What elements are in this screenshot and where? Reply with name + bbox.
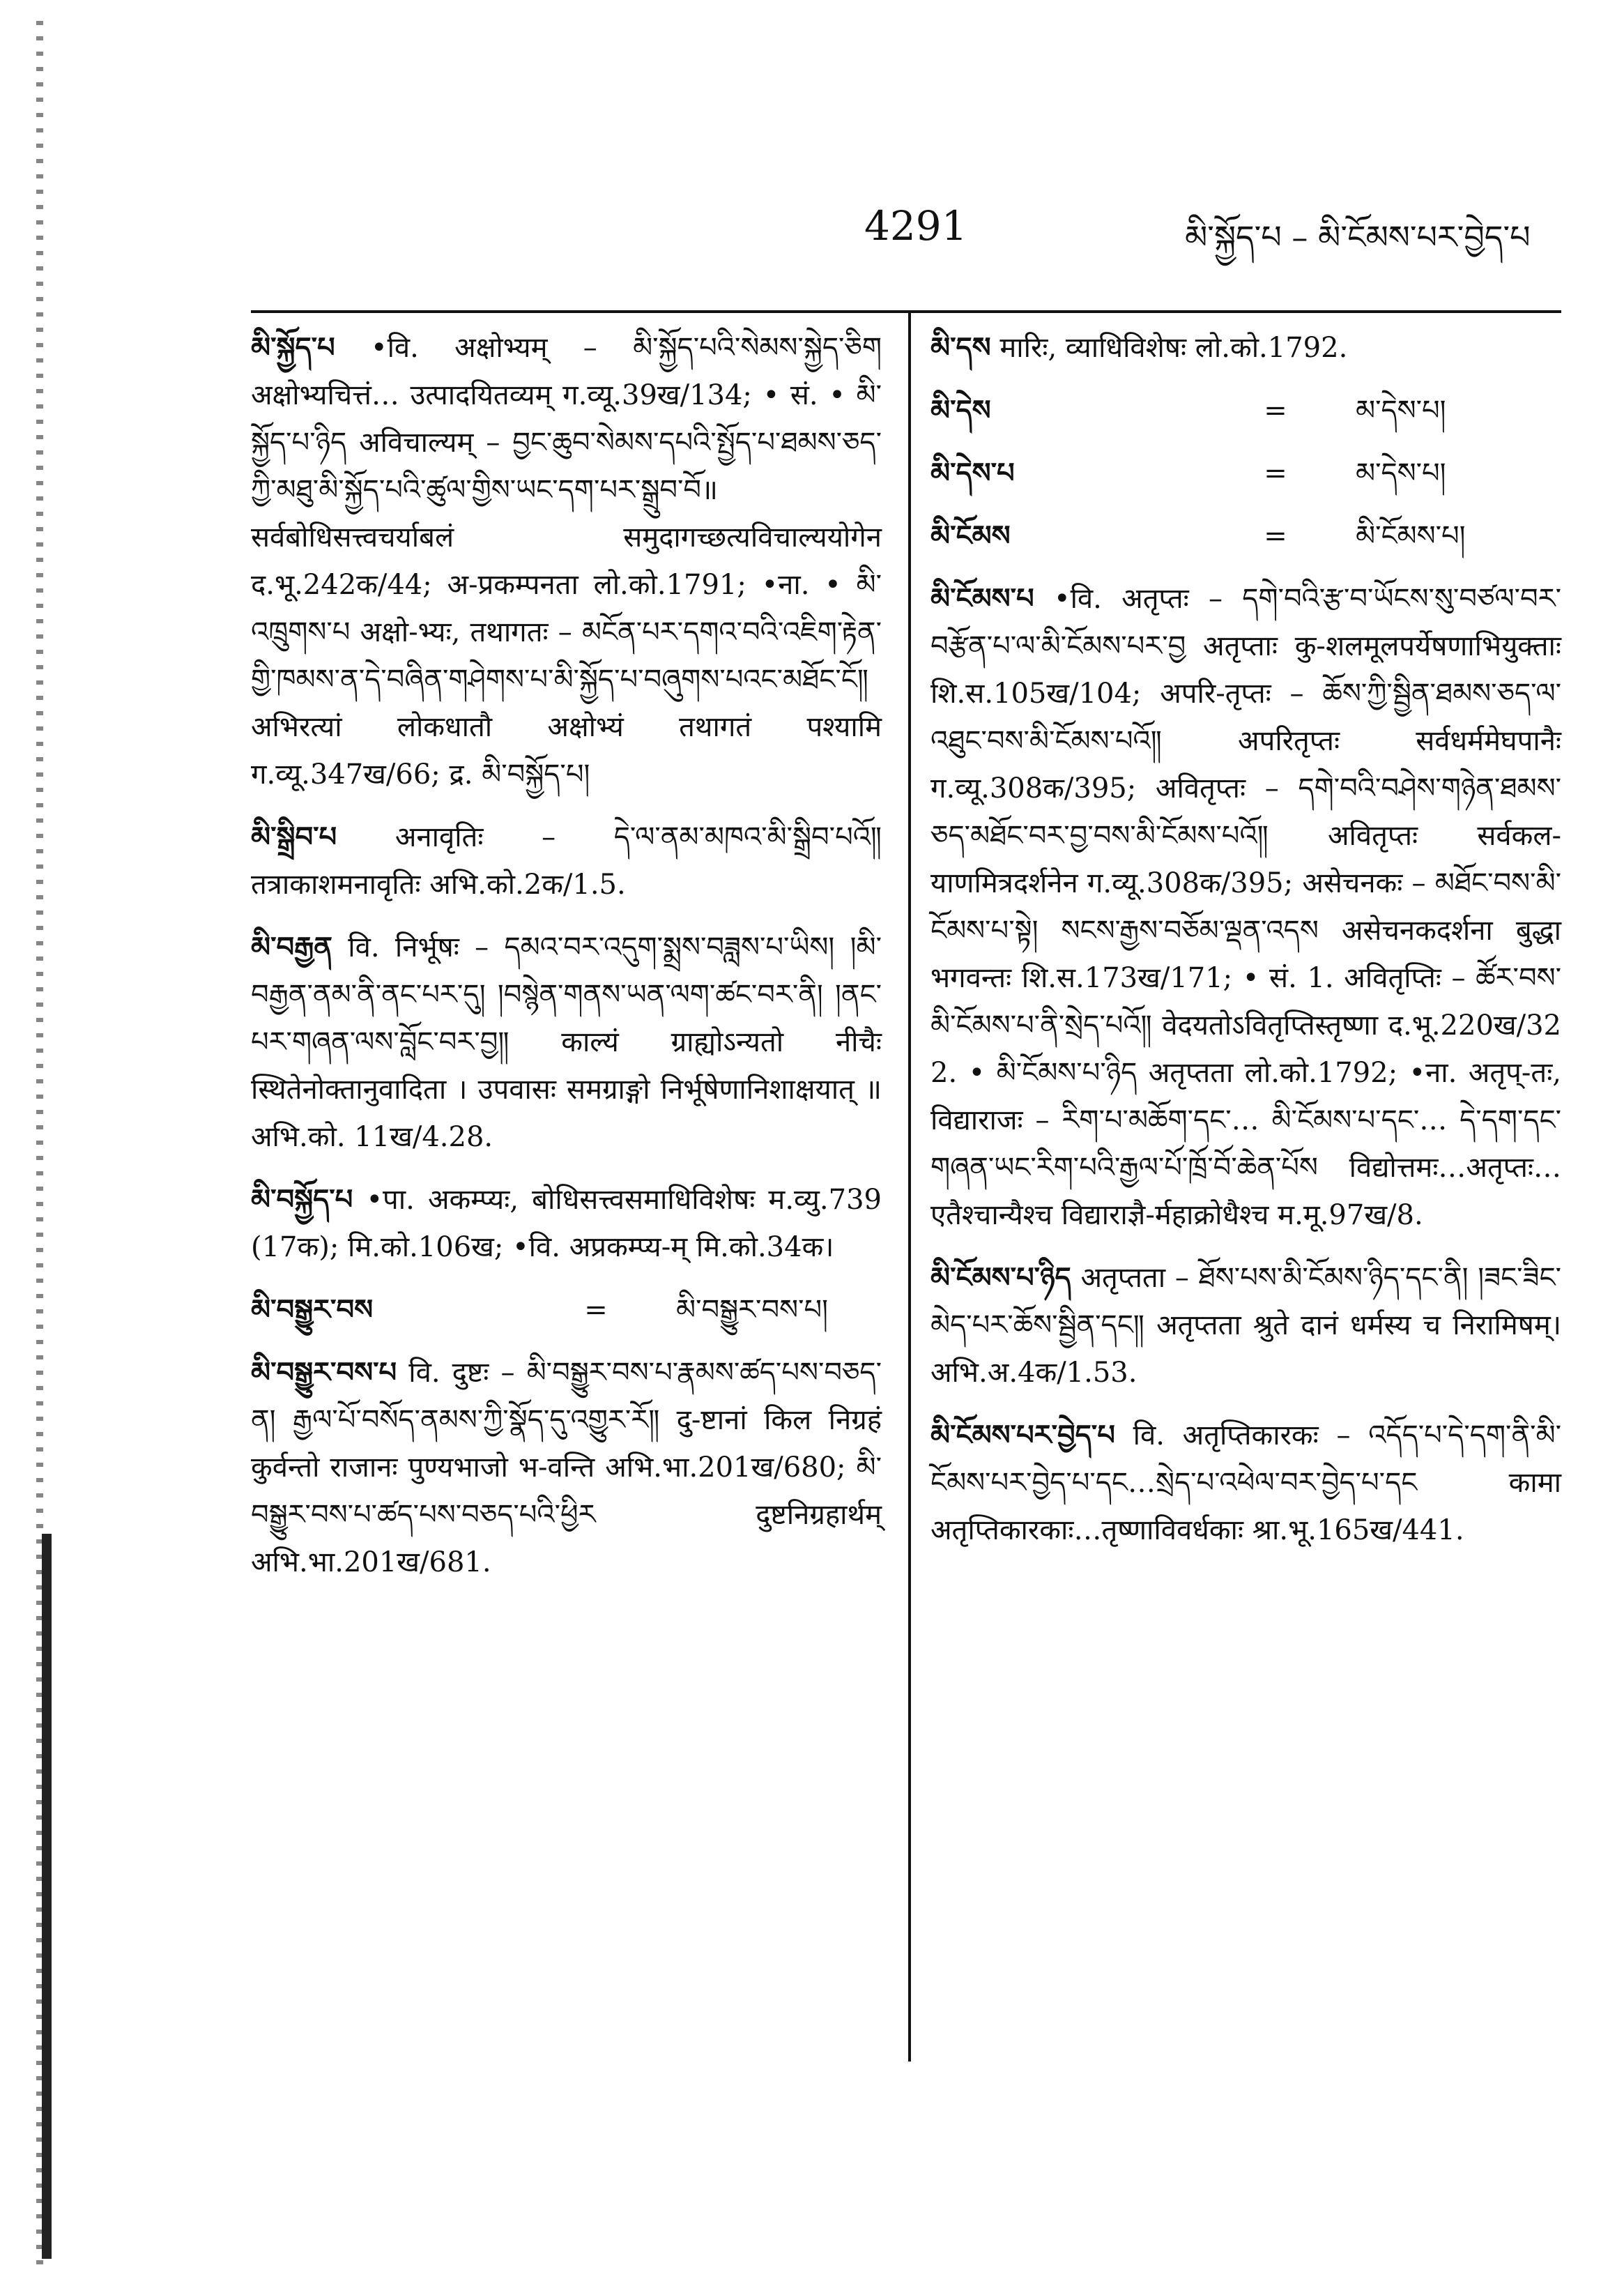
entry-definition: •वि. अतृप्तः – དགེ་བའི་རྩ་བ་ཡོངས་སུ་བཙལ་བར་བརྩོན་པ་ལ་མི་ངོམས་པར་བྱ अतृप्ताः कु-शलमूलपर्येषणाभियुक्ताः शि.स.105ख/104; अपरि-तृप्तः – ཆོས་ཀྱི་སྦྱིན་ཐམས་ཅད་ལ་འཐུང་བས་མི་ངོམས་པའོ༎ अपरितृप्तः सर्वधर्ममेघपानैः ग.व्यू.308क/395; अवितृप्तः – དགེ་བའི་བཤེས་གཉེན་ཐམས་ཅད་མཐོང་བར་བྱ་བས་མི་ངོམས་པའོ༎ अवितृप्तः सर्वकल-याणमित्रदर्शनेन ग.व्यू.308क/395; असेचनकः – མཐོང་བས་མི་ངོམས་པ་སྟེ། སངས་རྒྱས་བཅོམ་ལྡན་འདས असेचनकदर्शना बुद्धा भगवन्तः शि.स.173ख/171; • सं. 1. अवितृप्तिः – ཚོར་བས་མི་ངོམས་པ་ནི་སྲེད་པའོ༎ वेदयतोऽवितृप्तिस्तृष्णा द.भू.220ख/32 2. • མི་ངོམས་པ་ཉིད अतृप्तता लो.को.1792; •ना. अतृप्-तः, विद्याराजः – རིག་པ་མཆོག་དང་… མི་ངོམས་པ་དང་… དེ་དག་དང་གཞན་ཡང་རིག་པའི་རྒྱལ་པོ་ཁྲོ་བོ་ཆེན་པོས विद्योत्तमः…अतृप्तः…एतैश्चान्यैश्च विद्याराज्ञै-र्महाक्रोधैश्च म.मू.97ख/8. [930,583,1562,1231]
equals-sign: = [1264,395,1287,427]
entry-headword: མི་དས [930,331,991,364]
dictionary-entry [251,814,882,908]
dictionary-entry [251,924,882,1161]
cross-reference-target: མི་བསྒྱུར་བས་པ། [676,1294,828,1326]
entry-definition: मारिः, व्याधिविशेषः लो.को.1792. [999,332,1348,364]
equals-sign: = [1264,520,1287,552]
entry-headword: མི་ངོམས [930,519,1011,552]
cross-reference-entry [251,1286,882,1334]
cross-reference-entry [930,512,1561,560]
cross-reference-target: མ་དེས་པ། [1356,395,1446,427]
entry-headword: མི་བསྐྱོད་པ [251,1183,353,1216]
dictionary-entry [251,1176,882,1271]
entry-headword: མི་སྒྲིབ་པ [251,821,337,853]
dictionary-entry [930,1254,1561,1396]
binding-shadow [42,1534,52,2259]
entry-definition: वि. निर्भूषः – དམའ་བར་འདུག་སྨྲས་བཟླས་པ་ཡིས། །མི་བརྒྱན་ནམ་ནི་ནང་པར་དུ། །བསྙེན་གནས་ཡན་ལག་ཚང་བར་ནི། །ནང་པར་གཞན་ལས་བློང་བར་བྱ༎ काल्यं ग्राह्योऽन्यतो नीचैः स्थितेनोक्तानुवादिता । उपवासः समग्राङ्गो निर्भूषेणानिशाक्षयात् ॥ अभि.को. 11ख/4.28. [251,931,882,1153]
column-divider [908,312,911,2062]
equals-sign: = [1264,457,1287,489]
dictionary-entry [930,1412,1561,1554]
cross-reference-entry [930,387,1561,434]
dictionary-entry [251,1349,882,1586]
page-number: 4291 [864,202,967,250]
right-column [930,324,1561,1569]
entry-headword: མི་དེས [930,394,991,427]
entry-definition: वि. अतृप्तिकारकः – འདོད་པ་དེ་དག་ནི་མི་ངོམས་པར་བྱེད་པ་དང…སྲེད་པ་འཕེལ་བར་བྱེད་པ་དང कामा अतृप्तिकारकाः…तृष्णाविवर्धकाः श्रा.भू.165ख/441. [930,1419,1562,1546]
dictionary-entry [930,575,1561,1239]
cross-reference-target: མ་དེས་པ། [1356,457,1446,489]
running-head: མི་སྐྱོད་པ – མི་ངོམས་པར་བྱེད་པ [1185,218,1531,256]
entry-headword: མི་བསྒྱུར་བས [251,1293,374,1326]
cross-reference-entry [930,450,1561,497]
equals-sign: = [584,1294,608,1326]
dictionary-entry [251,324,882,798]
entry-headword: མི་ངོམས་པར་བྱེད་པ [930,1419,1115,1451]
left-column [251,324,882,1601]
entry-headword: མི་བརྒྱན [251,931,332,963]
cross-reference-target: མི་ངོམས་པ། [1356,520,1466,552]
entry-headword: མི་ངོམས་པ [930,582,1034,615]
entry-definition: अनावृतिः – དེ་ལ་ནམ་མཁའ་མི་སྒྲིབ་པའོ༎ तत्राकाशमनावृतिः अभि.को.2क/1.5. [251,821,882,901]
entry-headword: མི་བསྒྱུར་བས་པ [251,1356,397,1389]
entry-headword: མི་སྐྱོད་པ [251,331,335,364]
entry-headword: མི་དེས་པ [930,457,1015,489]
entry-definition: •वि. अक्षोभ्यम् – མི་སྐྱོད་པའི་སེམས་སྐྱེད་ཅིག अक्षोभ्यचित्तं… उत्पादयितव्यम् ग.व्यू.39ख/134; • सं. • མི་སྐྱོད་པ་ཉིད अविचाल्यम् – བྱང་ཆུབ་སེམས་དཔའི་སྤྱོད་པ་ཐམས་ཅད་ཀྱི་མཐུ་མི་སྐྱོད་པའི་ཚུལ་གྱིས་ཡང་དག་པར་སྒྲུབ་བོ॥ सर्वबोधिसत्त्वचर्याबलं समुदागच्छत्यविचाल्ययोगेन द.भू.242क/44; अ-प्रकम्पनता लो.को.1791; •ना. • མི་འཁྲུགས་པ अक्षो-भ्यः, तथागतः – མངོན་པར་དགའ་བའི་འཇིག་རྟེན་གྱི་ཁམས་ན་དེ་བཞིན་གཤེགས་པ་མི་སྐྱོད་པ་བཞུགས་པའང་མཐོང་ངོ༎ अभिरत्यां लोकधातौ अक्षोभ्यं तथागतं पश्यामि ग.व्यू.347ख/66; द्र. མི་བསྐྱོད་པ། [251,332,882,791]
entry-definition: वि. दुष्टः – མི་བསྒྱུར་བས་པ་རྣམས་ཚད་པས་བཅད་ན། རྒྱལ་པོ་བསོད་ནམས་ཀྱི་སྣོད་དུ་འགྱུར་རོ༎ दु-ष्टानां किल निग्रहं कुर्वन्तो राजानः पुण्यभाजो भ-वन्ति अभि.भा.201ख/680; མི་བསྒྱུར་བས་པ་ཚད་པས་བཅད་པའི་ཕྱིར दुष्टनिग्रहार्थम् अभि.भा.201ख/681. [251,1357,882,1578]
entry-headword: མི་ངོམས་པ་ཉིད [930,1261,1071,1294]
entry-definition: अतृप्तता – ཐོས་པས་མི་ངོམས་ཉིད་དང་ནི། །ཟང་ཟིང་མེད་པར་ཆོས་སྦྱིན་དང༎ अतृप्तता श्रुते दानं धर्मस्य च निरामिषम्। अभि.अ.4क/1.53. [930,1262,1561,1389]
entry-definition: •पा. अकम्प्यः, बोधिसत्त्वसमाधिविशेषः म.व्यु.739 (17क); मि.को.106ख; •वि. अप्रकम्प्य-म् मि.को.34क। [251,1184,882,1263]
header-rule [251,310,1561,313]
dictionary-entry [930,324,1561,372]
